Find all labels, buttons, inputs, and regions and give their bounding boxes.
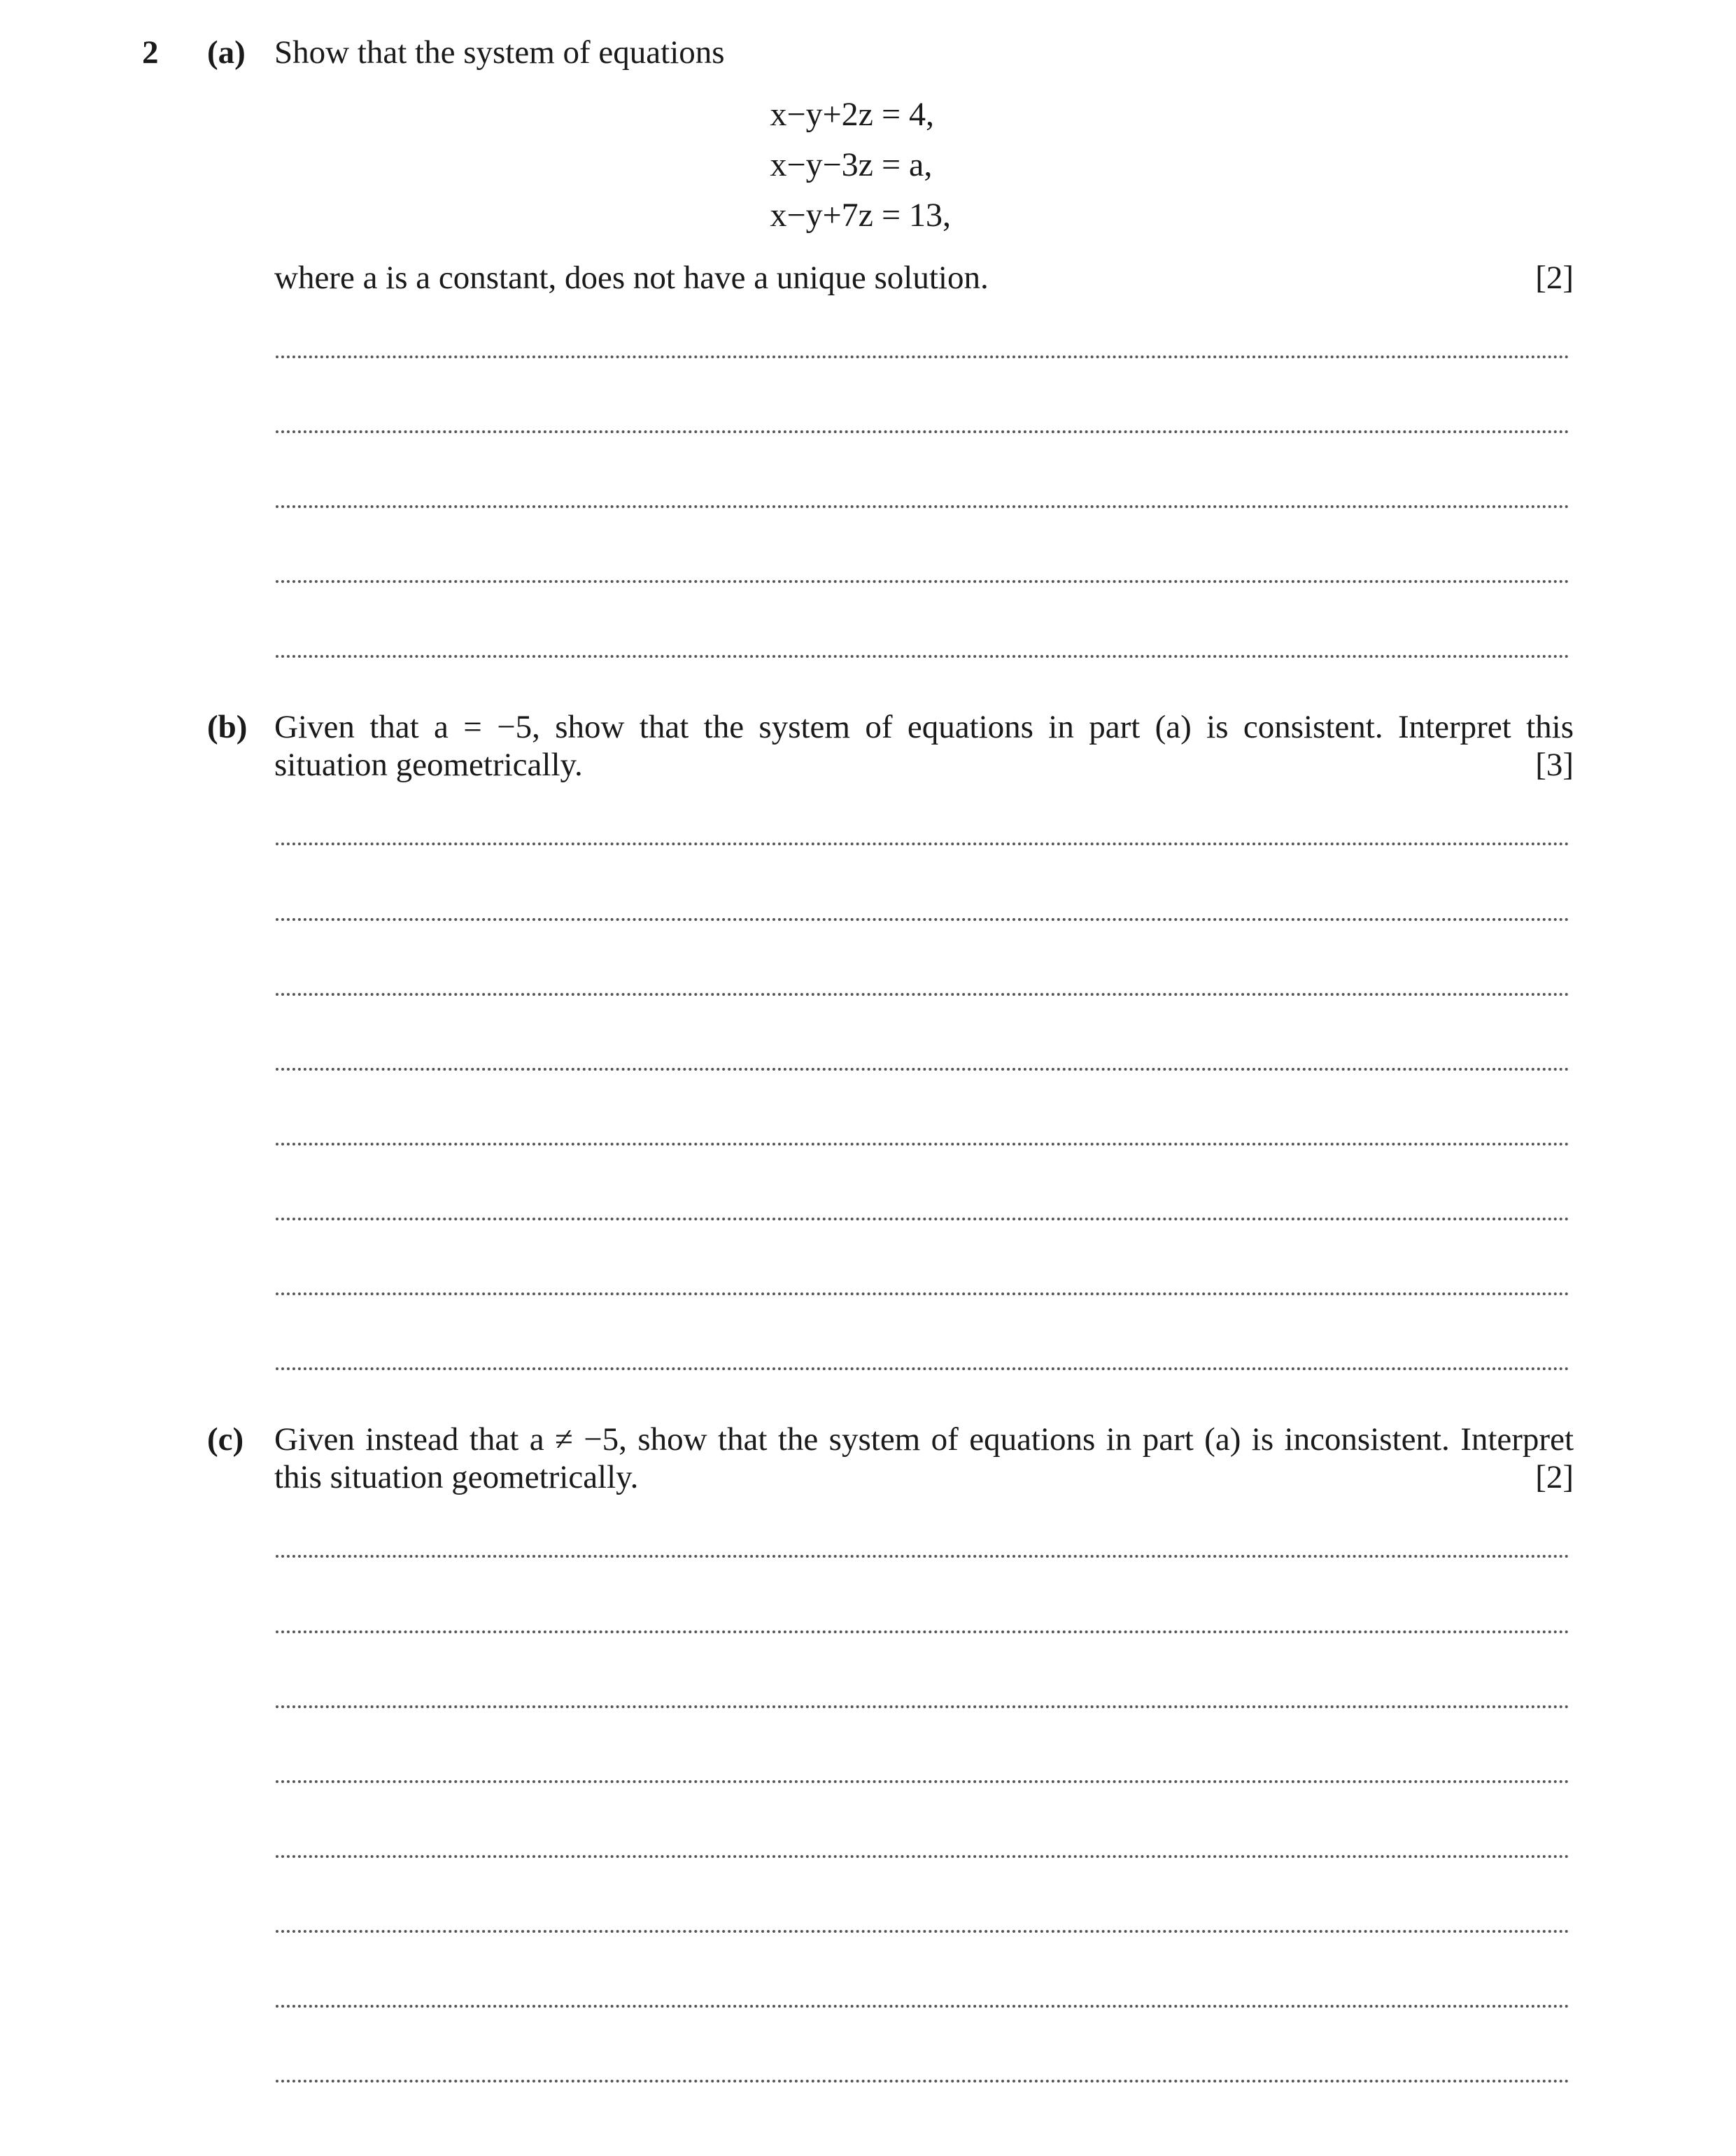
equation-3-text: x−y+7z = 13, [770, 197, 952, 234]
equation-2-text: x−y−3z = a, [770, 146, 933, 183]
answer-line[interactable] [276, 1218, 1569, 1220]
part-a-text: where a is a constant, does not have a unique solution. [274, 260, 989, 296]
answer-line[interactable] [276, 1780, 1569, 1783]
answer-line[interactable] [276, 1930, 1569, 1933]
answer-line[interactable] [276, 505, 1569, 508]
answer-line[interactable] [276, 1068, 1569, 1071]
answer-line[interactable] [276, 918, 1569, 921]
part-a-intro: Show that the system of equations [274, 34, 725, 71]
answer-line[interactable] [276, 580, 1569, 583]
answer-line[interactable] [276, 1367, 1569, 1370]
answer-line[interactable] [276, 1630, 1569, 1633]
part-c-line2: this situation geometrically. [274, 1459, 639, 1495]
equation-1 [0, 95, 1736, 134]
question-number: 2 [142, 34, 159, 71]
answer-line[interactable] [276, 430, 1569, 433]
part-b-marks: [3] [1535, 747, 1574, 783]
part-b-line2: situation geometrically. [274, 747, 583, 783]
part-c-line1: Given instead that a ≠ −5, show that the system of equations in part (a) is inconsistent. Interpret [274, 1421, 1574, 1458]
equation-2 [0, 146, 1736, 184]
part-a-label: (a) [207, 34, 246, 71]
answer-line[interactable] [276, 1292, 1569, 1295]
answer-line[interactable] [276, 1855, 1569, 1858]
equation-3 [0, 196, 1736, 234]
answer-line[interactable] [276, 1555, 1569, 1558]
equation-1-text: x−y+2z = 4, [770, 96, 935, 133]
part-c-label: (c) [207, 1421, 244, 1458]
answer-line[interactable] [276, 1143, 1569, 1146]
answer-line[interactable] [276, 993, 1569, 996]
answer-line[interactable] [276, 655, 1569, 658]
answer-line[interactable] [276, 355, 1569, 358]
part-a-marks: [2] [1535, 260, 1574, 296]
answer-line[interactable] [276, 1705, 1569, 1708]
part-c-marks: [2] [1535, 1459, 1574, 1495]
answer-line[interactable] [276, 2005, 1569, 2008]
part-b-label: (b) [207, 709, 248, 745]
answer-line[interactable] [276, 2080, 1569, 2083]
answer-line[interactable] [276, 843, 1569, 845]
part-b-line1: Given that a = −5, show that the system of equations in part (a) is consistent. Interpret this [274, 709, 1574, 745]
